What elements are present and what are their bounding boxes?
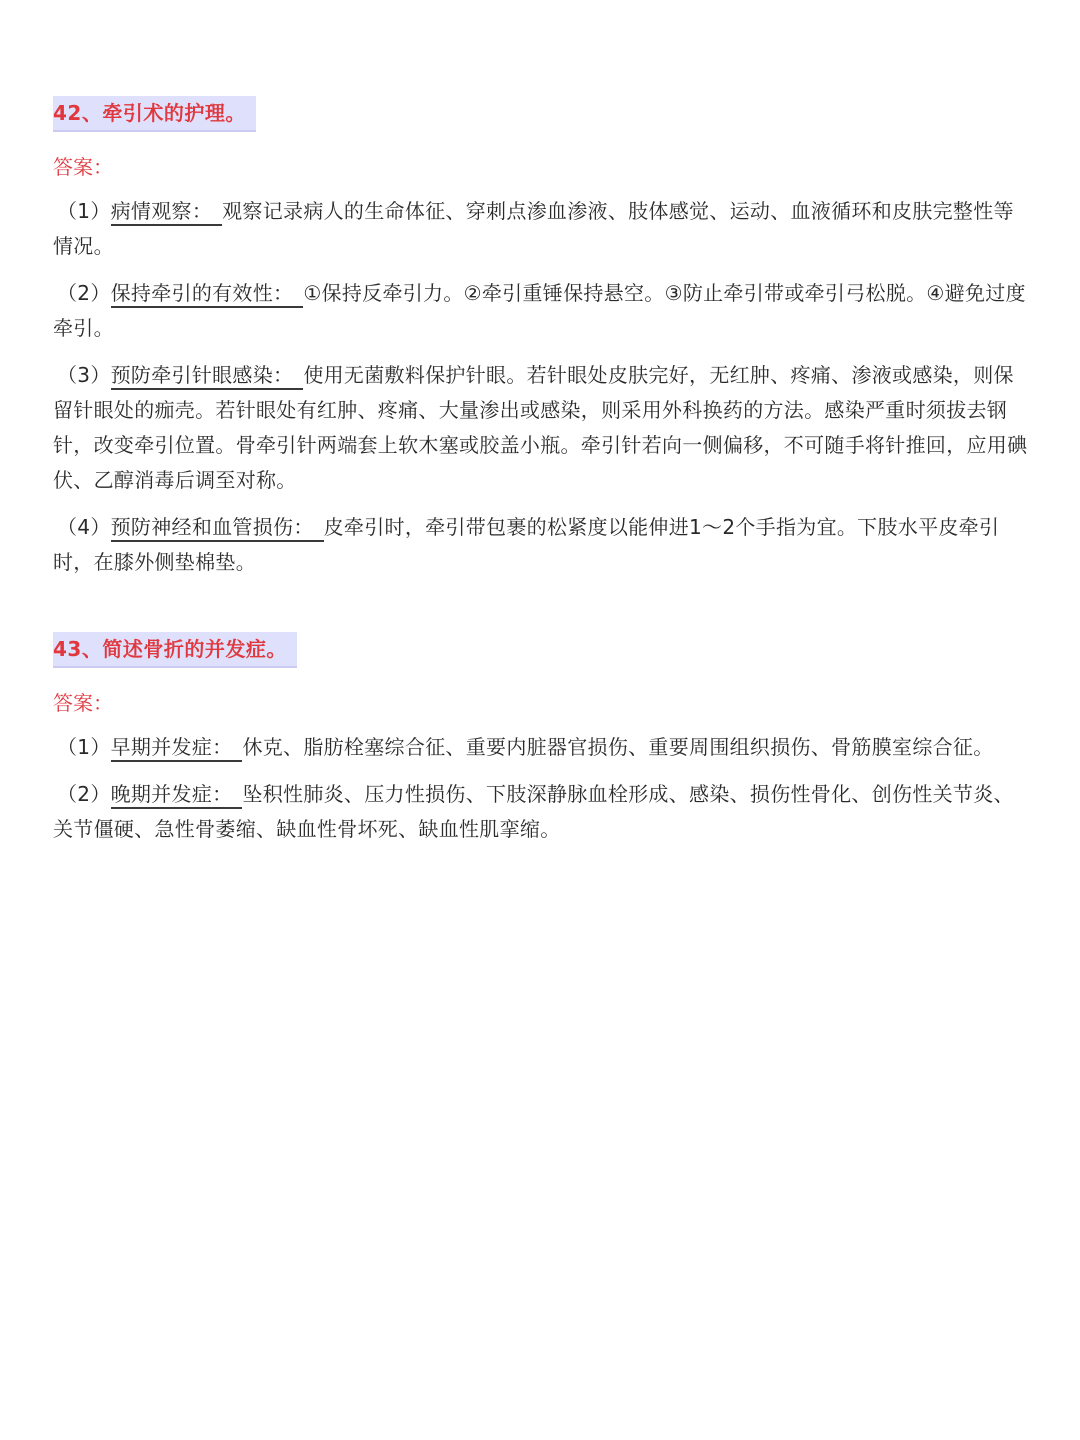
- item-heading: 病情观察：: [111, 199, 223, 226]
- item-text: ①保持反牵引力。②牵引重锤保持悬空。③防止牵引带或牵引弓松脱。④避免过度牵引。: [53, 281, 1026, 340]
- item-text: 休克、脂肪栓塞综合征、重要内脏器官损伤、重要周围组织损伤、骨筋膜室综合征。: [242, 735, 994, 759]
- item-heading: 晚期并发症：: [111, 782, 243, 809]
- answer-label: 答案：: [53, 691, 113, 715]
- answer-item: [53, 730, 1028, 765]
- item-text: 皮牵引时，牵引带包裹的松紧度以能伸进1～2个手指为宜。下肢水平皮牵引时，在膝外侧垫棉垫。: [53, 515, 1000, 574]
- item-text: 观察记录病人的生命体征、穿刺点渗血渗液、肢体感觉、运动、血液循环和皮肤完整性等情况。: [53, 199, 1014, 258]
- item-heading: 预防神经和血管损伤：: [111, 515, 324, 542]
- question-42: [53, 96, 1028, 580]
- item-number: （1）: [57, 199, 111, 223]
- answer-item: [53, 276, 1028, 346]
- item-number: （1）: [57, 735, 111, 759]
- answer-item: [53, 194, 1028, 264]
- answer-item: [53, 510, 1028, 580]
- question-title: 43、简述骨折的并发症。: [53, 632, 297, 668]
- answer-item: [53, 358, 1028, 498]
- item-number: （2）: [57, 782, 111, 806]
- item-number: （2）: [57, 281, 111, 305]
- item-heading: 预防牵引针眼感染：: [111, 363, 304, 390]
- item-number: （4）: [57, 515, 111, 539]
- item-heading: 早期并发症：: [111, 735, 243, 762]
- item-text: 坠积性肺炎、压力性损伤、下肢深静脉血栓形成、感染、损伤性骨化、创伤性关节炎、关节僵硬、急性骨萎缩、缺血性骨坏死、缺血性肌挛缩。: [53, 782, 1014, 841]
- item-text: 使用无菌敷料保护针眼。若针眼处皮肤完好，无红肿、疼痛、渗液或感染，则保留针眼处的痂壳。若针眼处有红肿、疼痛、大量渗出或感染，则采用外科换药的方法。感染严重时须拔去钢针，改变牵引位置。骨牵引针两端套上软木塞或胶盖小瓶。牵引针若向一侧偏移，不可随手将针推回，应用碘伏、乙醇消毒后调至对称。: [53, 363, 1028, 492]
- answer-item: [53, 777, 1028, 847]
- question-43: [53, 632, 1028, 847]
- question-title: 42、牵引术的护理。: [53, 96, 256, 132]
- item-heading: 保持牵引的有效性：: [111, 281, 304, 308]
- item-number: （3）: [57, 363, 111, 387]
- answer-label: 答案：: [53, 155, 113, 179]
